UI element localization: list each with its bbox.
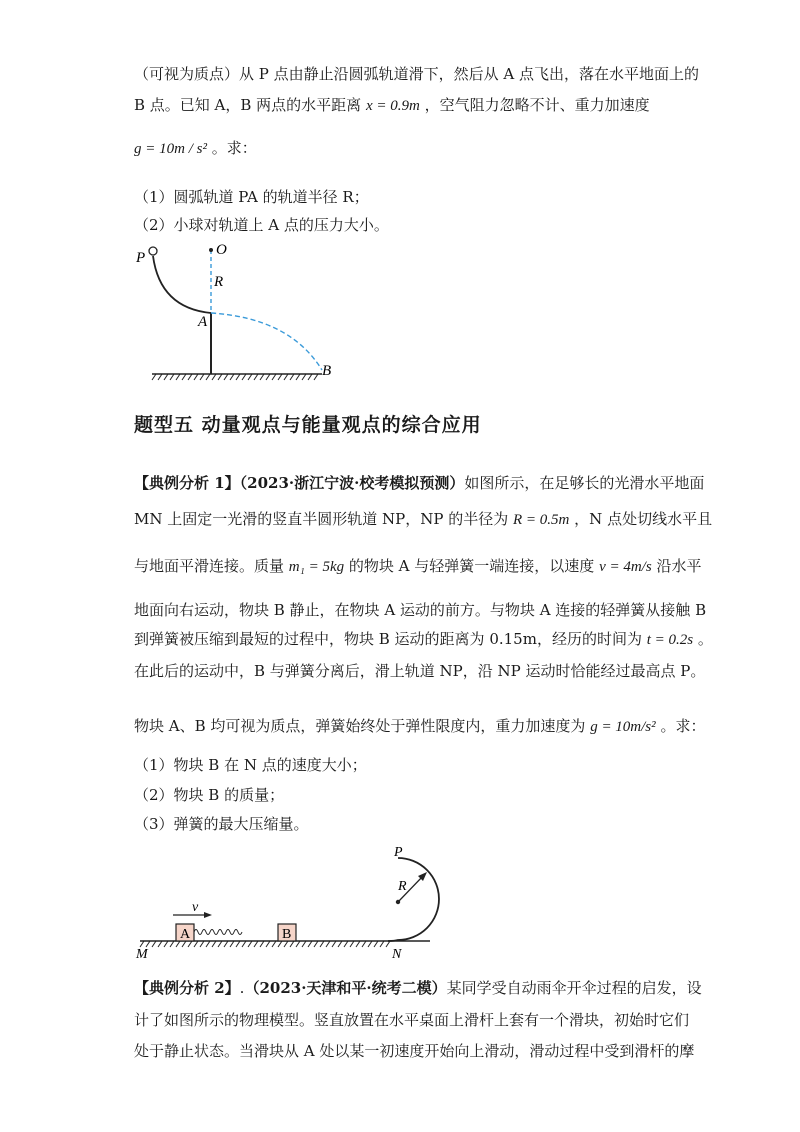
example1-line5-a: 到弹簧被压缩到最短的过程中，物块 B 运动的距离为 0.15m，经历的时间为 bbox=[134, 630, 642, 648]
example2-tag: 【典例分析 2】 bbox=[134, 979, 240, 997]
example1-question-1: （1）物块 B 在 N 点的速度大小； bbox=[134, 756, 367, 774]
label-p: P bbox=[136, 250, 146, 266]
label-p-2: P bbox=[394, 845, 403, 860]
radius-formula: R = 0.5m bbox=[513, 512, 570, 528]
arc-track bbox=[153, 256, 211, 313]
label-block-b: B bbox=[282, 927, 292, 942]
label-n: N bbox=[392, 947, 402, 962]
example1-line-7 bbox=[134, 715, 705, 738]
example1-tag: 【典例分析 1】（2023·浙江宁波·校考模拟预测） bbox=[134, 474, 465, 492]
line3-text-b: 。求： bbox=[211, 139, 257, 157]
semicircle-track bbox=[388, 858, 439, 941]
example1-line2-b: ，N 点处切线水平且 bbox=[574, 510, 713, 528]
example1-line3-a: 与地面平滑连接。质量 bbox=[134, 557, 285, 575]
ground-hatch bbox=[152, 374, 318, 380]
label-a: A bbox=[198, 314, 208, 330]
example2-line-1 bbox=[134, 977, 702, 999]
example1-question-3: （3）弹簧的最大压缩量。 bbox=[134, 815, 309, 833]
example2-line1-text: 某同学受自动雨伞开伞过程的启发，设 bbox=[446, 979, 702, 997]
example1-line-3 bbox=[134, 555, 701, 578]
label-r: R bbox=[214, 274, 224, 290]
example1-line-4: 地面向右运动，物块 B 静止，在物块 A 运动的前方。与物块 A 连接的轻弹簧从接触 B bbox=[134, 601, 707, 619]
figure-semicircle-track bbox=[130, 840, 470, 965]
center-point bbox=[209, 248, 213, 252]
problem-line-3 bbox=[134, 137, 257, 160]
spring bbox=[194, 930, 242, 935]
question-2: （2）小球对轨道上 A 点的压力大小。 bbox=[134, 216, 389, 234]
ball bbox=[149, 247, 157, 255]
label-v: v bbox=[192, 900, 199, 915]
example1-line3-b: 的物块 A 与轻弹簧一端连接，以速度 bbox=[348, 557, 595, 575]
velocity-formula: v = 4m/s bbox=[599, 559, 652, 575]
example2-source: （2023·天津和平·统考二模） bbox=[244, 979, 447, 997]
gravity-formula: g = 10m / s² bbox=[134, 141, 207, 157]
label-m: M bbox=[136, 947, 148, 962]
line2-text-a: B 点。已知 A，B 两点的水平距离 bbox=[134, 96, 362, 114]
question-1: （1）圆弧轨道 PA 的轨道半径 R； bbox=[134, 188, 369, 206]
ground-hatch-2 bbox=[140, 941, 390, 947]
example2-line-2: 计了如图所示的物理模型。竖直放置在水平桌面上滑杆上套有一个滑块，初始时它们 bbox=[134, 1011, 690, 1029]
time-formula: t = 0.2s bbox=[646, 632, 694, 648]
example1-line2-a: MN 上固定一光滑的竖直半圆形轨道 NP，NP 的半径为 bbox=[134, 510, 509, 528]
mass-formula: m₁ = 5kg bbox=[288, 559, 345, 575]
example1-line5-b: 。 bbox=[697, 630, 713, 648]
section-heading: 题型五 动量观点与能量观点的综合应用 bbox=[134, 414, 482, 436]
trajectory-dashed bbox=[211, 313, 322, 370]
example1-line7-a: 物块 A、B 均可视为质点，弹簧始终处于弹性限度内，重力加速度为 bbox=[134, 717, 586, 735]
line2-text-b: ，空气阻力忽略不计、重力加速度 bbox=[424, 96, 650, 114]
example1-line-5 bbox=[134, 628, 713, 651]
example2-line-3: 处于静止状态。当滑块从 A 处以某一初速度开始向上滑动，滑动过程中受到滑杆的摩 bbox=[134, 1042, 695, 1060]
example1-line-6: 在此后的运动中，B 与弹簧分离后，滑上轨道 NP，沿 NP 运动时恰能经过最高点 P。 bbox=[134, 662, 706, 680]
label-block-a: A bbox=[180, 927, 191, 942]
gravity-formula-2: g = 10m/s² bbox=[590, 719, 656, 735]
problem-line-1: （可视为质点）从 P 点由静止沿圆弧轨道滑下，然后从 A 点飞出，落在水平地面上的 bbox=[134, 65, 700, 83]
example1-line3-c: 沿水平 bbox=[656, 557, 702, 575]
example1-question-2: （2）物块 B 的质量； bbox=[134, 786, 285, 804]
example1-line-1 bbox=[134, 472, 704, 494]
example2-dot: . bbox=[239, 979, 245, 997]
label-b: B bbox=[322, 363, 332, 379]
example1-line7-b: 。求： bbox=[660, 717, 706, 735]
velocity-arrowhead bbox=[204, 912, 212, 918]
figure-arc-track bbox=[130, 238, 350, 383]
label-o: O bbox=[216, 242, 227, 258]
example1-line-2 bbox=[134, 508, 712, 531]
problem-line-2 bbox=[134, 94, 650, 117]
distance-formula: x = 0.9m bbox=[365, 98, 420, 114]
example1-line1-text: 如图所示，在足够长的光滑水平地面 bbox=[464, 474, 705, 492]
label-r-2: R bbox=[398, 879, 407, 894]
